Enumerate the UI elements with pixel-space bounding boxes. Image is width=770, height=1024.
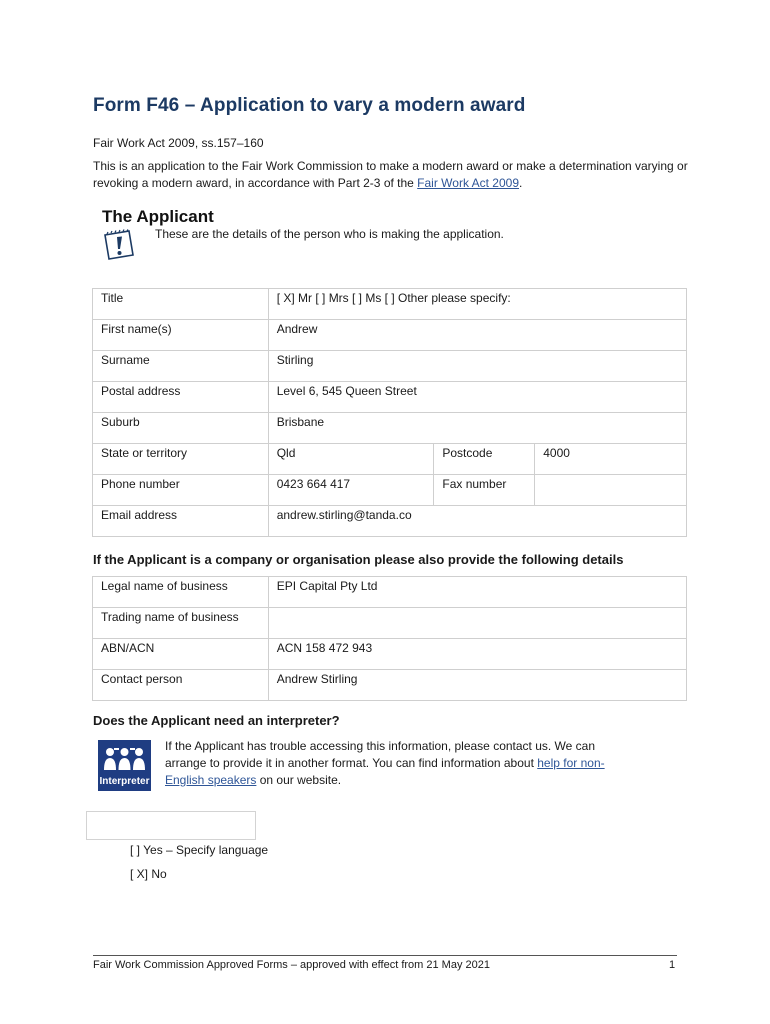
applicant-heading: The Applicant: [102, 207, 214, 226]
legal-name-field[interactable]: EPI Capital Pty Ltd: [268, 577, 686, 608]
table-row: [93, 382, 687, 413]
phone-label: Phone number: [93, 475, 269, 506]
table-row: [93, 444, 687, 475]
first-name-field[interactable]: Andrew: [268, 320, 686, 351]
interpreter-heading: Does the Applicant need an interpreter?: [93, 713, 340, 728]
table-row: [93, 320, 687, 351]
postal-address-label: Postal address: [93, 382, 269, 413]
email-field[interactable]: andrew.stirling@tanda.co: [268, 506, 686, 537]
surname-label: Surname: [93, 351, 269, 382]
suburb-label: Suburb: [93, 413, 269, 444]
intro-paragraph: [93, 158, 693, 192]
state-field[interactable]: Qld: [268, 444, 434, 475]
postal-address-field[interactable]: Level 6, 545 Queen Street: [268, 382, 686, 413]
applicant-details-table: [92, 288, 687, 537]
page-number: 1: [669, 959, 676, 971]
abn-acn-label: ABN/ACN: [93, 639, 269, 670]
table-row: [93, 608, 687, 639]
interpreter-icon: [98, 740, 151, 791]
table-row: [93, 506, 687, 537]
fair-work-act-link[interactable]: Fair Work Act 2009: [417, 176, 519, 190]
footer-text: Fair Work Commission Approved Forms – approved with effect from 21 May 2021: [93, 959, 490, 971]
phone-field[interactable]: 0423 664 417: [268, 475, 434, 506]
page-title: Form F46 – Application to vary a modern award: [93, 95, 526, 116]
title-label: Title: [93, 289, 269, 320]
company-heading: If the Applicant is a company or organisation please also provide the following details: [93, 552, 624, 567]
company-details-table: [92, 576, 687, 701]
applicant-subheading: These are the details of the person who is making the application.: [155, 227, 504, 241]
suburb-field[interactable]: Brisbane: [268, 413, 686, 444]
state-label: State or territory: [93, 444, 269, 475]
footer-divider: [93, 955, 677, 956]
postcode-field[interactable]: 4000: [535, 444, 687, 475]
contact-person-label: Contact person: [93, 670, 269, 701]
table-row: [93, 670, 687, 701]
notepad-exclamation-icon: [102, 229, 138, 261]
trading-name-field[interactable]: [268, 608, 686, 639]
abn-acn-field[interactable]: ACN 158 472 943: [268, 639, 686, 670]
act-reference: Fair Work Act 2009, ss.157–160: [93, 136, 264, 150]
empty-field-box[interactable]: [86, 811, 256, 840]
email-label: Email address: [93, 506, 269, 537]
fax-field[interactable]: [535, 475, 687, 506]
first-name-label: First name(s): [93, 320, 269, 351]
surname-field[interactable]: Stirling: [268, 351, 686, 382]
interpreter-text: If the Applicant has trouble accessing this information, please contact us. We can arrange to provide it in another format. You can find information about: [165, 739, 596, 770]
fax-label: Fax number: [434, 475, 535, 506]
interpreter-yes-option[interactable]: [ ] Yes – Specify language: [130, 843, 269, 857]
interpreter-icon-label: Interpreter: [99, 776, 150, 787]
help-non-english-link[interactable]: help for non-English speakers: [165, 756, 605, 787]
legal-name-label: Legal name of business: [93, 577, 269, 608]
interpreter-text-end: on our website.: [256, 773, 342, 787]
intro-text: This is an application to the Fair Work Commission to make a modern award or make a determination varying or revoking a modern award, in accordance with Part 2-3 of the: [93, 159, 688, 190]
contact-person-field[interactable]: Andrew Stirling: [268, 670, 686, 701]
interpreter-paragraph: [165, 738, 635, 789]
intro-end: .: [519, 176, 523, 190]
table-row: [93, 577, 687, 608]
table-row: [93, 475, 687, 506]
interpreter-no-option[interactable]: [ X] No: [130, 867, 167, 881]
table-row: [93, 639, 687, 670]
table-row: [93, 413, 687, 444]
table-row: [93, 289, 687, 320]
postcode-label: Postcode: [434, 444, 535, 475]
table-row: [93, 351, 687, 382]
trading-name-label: Trading name of business: [93, 608, 269, 639]
title-field[interactable]: [ X] Mr [ ] Mrs [ ] Ms [ ] Other please specify:: [268, 289, 686, 320]
